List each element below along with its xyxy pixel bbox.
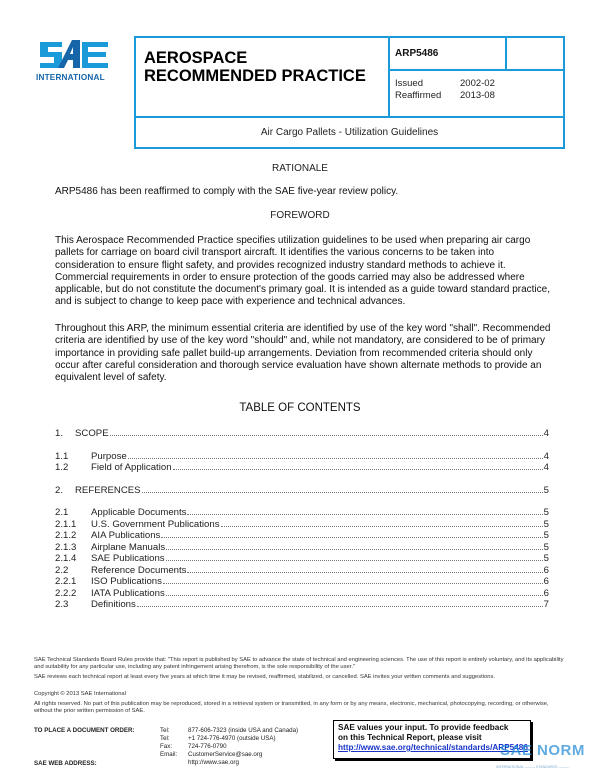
title-line-2: RECOMMENDED PRACTICE [144, 67, 366, 85]
feedback-link[interactable]: http://www.sae.org/technical/standards/ARP5486 [338, 743, 528, 752]
toc-leader [110, 435, 543, 436]
phone-us: 877-606-7323 (inside USA and Canada) [188, 727, 299, 734]
watermark-logo: SAE NORM [500, 742, 585, 759]
toc-number: 2.2.2 [55, 587, 77, 599]
toc-leader [221, 526, 543, 527]
toc-page: 5 [543, 530, 549, 541]
toc-heading: TABLE OF CONTENTS [239, 402, 361, 414]
order-label: TO PLACE A DOCUMENT ORDER: [34, 727, 135, 734]
toc-number: 2. [55, 484, 64, 496]
toc-entry[interactable] [55, 485, 549, 497]
toc-label: AIA Publications [91, 530, 161, 541]
foreword-paragraph-1: This Aerospace Recommended Practice specifies utilization guidelines to be used when preparing air cargo pallets for carriage on board civil transport aircraft. It identifies the various concerns to be taken into consideration to ensure flight safety, and provides recognized industry standard methods to achieve it. Commercial requirements in order to ensure protection of the goods carried may also be addressed where applicable, but do not constitute the document's primary goal. It is intended as a guide toward standard practice, and is subject to change to keep pace with experience and technical advances. [55, 235, 550, 308]
issued-label: Issued [395, 78, 423, 89]
toc-entry[interactable] [55, 553, 549, 565]
toc-page: 4 [543, 462, 549, 473]
toc-leader [173, 469, 543, 470]
toc-number: 2.1 [55, 507, 69, 518]
toc-number: 2.1.3 [55, 541, 77, 553]
phone-intl: +1 724-776-4970 (outside USA) [188, 735, 276, 742]
dates-values [460, 78, 495, 102]
foreword-heading: FOREWORD [270, 210, 330, 221]
toc-number: 1.2 [55, 462, 69, 473]
toc-label: ISO Publications [91, 576, 162, 587]
toc-label: U.S. Government Publications [91, 518, 220, 530]
toc-number: 2.2.1 [55, 576, 77, 587]
toc-label: SCOPE [75, 428, 109, 439]
toc-leader [137, 606, 543, 607]
toc-number: 2.3 [55, 599, 69, 610]
frame-divider [136, 116, 565, 118]
toc-entry[interactable] [55, 530, 549, 542]
toc-page: 5 [543, 507, 549, 518]
dates-labels [395, 78, 441, 102]
toc-page: 5 [543, 484, 549, 496]
toc-leader [142, 492, 543, 493]
toc-page: 5 [543, 553, 549, 564]
watermark-subtitle: INTERNATIONAL ——— STANDARDS ——— [496, 765, 569, 769]
toc-label: IATA Publications [91, 587, 165, 599]
frame-divider [388, 38, 390, 116]
website-link[interactable]: http://www.sae.org [188, 759, 239, 766]
toc-entry[interactable] [55, 576, 549, 588]
toc-entry[interactable] [55, 588, 549, 600]
toc-entry[interactable] [55, 519, 549, 531]
toc-label: SAE Publications [91, 553, 165, 564]
rationale-text: ARP5486 has been reaffirmed to comply with the SAE five-year review policy. [55, 186, 399, 197]
toc-page: 7 [543, 599, 549, 610]
toc-label: Reference Documents [91, 564, 187, 576]
contact-label: Tel: [160, 735, 170, 742]
contact-values [188, 727, 298, 767]
toc-label: Purpose [91, 450, 127, 462]
toc-entry[interactable] [55, 451, 549, 463]
toc-leader [161, 537, 542, 538]
toc-number: 2.1.1 [55, 518, 77, 530]
toc-number: 2.2 [55, 564, 69, 576]
toc-leader [166, 560, 543, 561]
review-text: SAE reviews each technical report at least every five years at which time it may be revised, reaffirmed, stabilized, or cancelled. SAE invites your written comments and suggestions. [34, 674, 495, 680]
toc-leader [166, 549, 543, 550]
contact-label: Tel: [160, 727, 170, 734]
board-rules-text: SAE Technical Standards Board Rules provide that: "This report is published by SAE to advance the state of technical and engineering sciences. The use of this report is entirely voluntary, and its applicability and suitability for any particular use, including any patent infringement arising therefrom, is the sole responsibility of the user." [34, 657, 564, 671]
toc-number: 2.1.4 [55, 553, 77, 564]
toc-page: 6 [543, 576, 549, 587]
toc-page: 5 [543, 518, 549, 530]
contact-label: Email: [160, 751, 178, 758]
toc-page: 6 [543, 587, 549, 599]
toc-label: Definitions [91, 599, 136, 610]
feedback-line-2: on this Technical Report, please visit [338, 733, 482, 742]
frame-divider [505, 38, 507, 70]
toc-leader [187, 572, 542, 573]
toc-page: 6 [543, 564, 549, 576]
toc-leader [187, 514, 542, 515]
toc-label: Airplane Manuals [91, 541, 166, 553]
web-address-label: SAE WEB ADDRESS: [34, 760, 97, 767]
rationale-heading: RATIONALE [272, 163, 328, 174]
doc-number: ARP5486 [395, 48, 439, 59]
contact-label: Fax: [160, 743, 173, 750]
contact-labels [160, 727, 177, 759]
toc-leader [128, 458, 543, 459]
toc-page: 4 [543, 450, 549, 462]
toc-number: 1. [55, 428, 64, 439]
toc-entry[interactable] [55, 462, 549, 474]
fax: 724-776-0790 [188, 743, 227, 750]
toc-leader [163, 583, 543, 584]
doc-title: Air Cargo Pallets - Utilization Guidelines [260, 127, 439, 138]
issued-value: 2002-02 [460, 78, 495, 89]
reaffirmed-value: 2013-08 [460, 90, 495, 101]
toc-page: 4 [543, 428, 549, 439]
logo-subtitle: INTERNATIONAL [36, 73, 105, 82]
toc-label: Applicable Documents [91, 507, 187, 518]
toc-entry[interactable] [55, 542, 549, 554]
table-of-contents [55, 428, 549, 611]
toc-number: 2.1.2 [55, 530, 77, 541]
email-link[interactable]: CustomerService@sae.org [188, 751, 263, 758]
toc-entry[interactable] [55, 565, 549, 577]
doc-type-title [144, 49, 366, 85]
toc-label: REFERENCES [75, 484, 141, 496]
frame-divider [388, 69, 565, 71]
toc-entry[interactable] [55, 428, 549, 440]
feedback-line-1: SAE values your input. To provide feedback [338, 723, 509, 732]
toc-number: 1.1 [55, 450, 69, 462]
toc-entry[interactable] [55, 599, 549, 611]
copyright-text: Copyright © 2013 SAE International [34, 691, 126, 697]
reaffirmed-label: Reaffirmed [395, 90, 442, 101]
toc-entry[interactable] [55, 507, 549, 519]
toc-label: Field of Application [91, 462, 172, 473]
toc-page: 5 [543, 541, 549, 553]
foreword-paragraph-2: Throughout this ARP, the minimum essential criteria are identified by use of the key word "shall". Recommended criteria are identified by use of the key word "should" and, while not mandatory, are considered to be of primary importance in providing safe pallet build-up arrangements. Deviation from recommended criteria should only occur after careful consideration and thorough service evaluation have shown alternate methods to provide an equivalent level of safety. [55, 323, 551, 384]
toc-leader [166, 595, 543, 596]
rights-text: All rights reserved. No part of this publication may be reproduced, stored in a retrieval system or transmitted, in any form or by any means, electronic, mechanical, photocopying, recording, or otherwise, without the prior written permission of SAE. [34, 701, 549, 715]
title-line-1: AEROSPACE [144, 49, 248, 67]
